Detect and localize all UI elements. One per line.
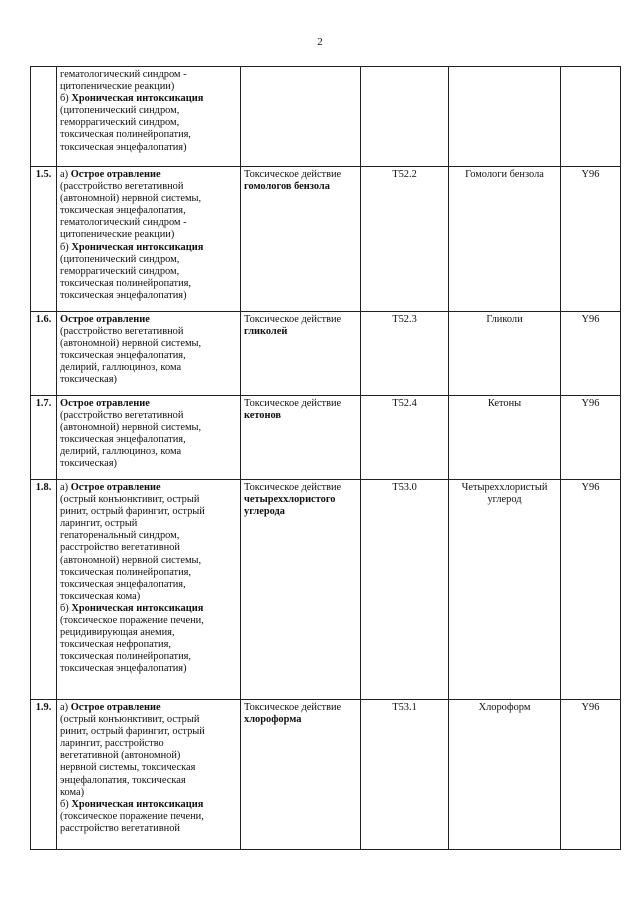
condition-text-line: токсическая полинейропатия, <box>60 651 192 663</box>
icd-code-cell: T53.0 <box>361 480 449 700</box>
condition-heading: Острое отравление <box>70 482 161 493</box>
toxic-action-cell <box>241 480 361 700</box>
condition-text-line: вегетативной (автономной) <box>60 750 181 762</box>
condition-text-line: токсическая нефропатия, <box>60 639 171 651</box>
condition-text-line: (автономной) нервной системы, <box>60 422 202 434</box>
substance-cell: Гомологи бензола <box>449 167 561 312</box>
condition-text-line: делирий, галлюциноз, кома <box>60 362 182 374</box>
toxic-action-cell <box>241 312 361 396</box>
condition-text-line: токсическая энцефалопатия) <box>60 663 187 675</box>
condition-heading-line <box>60 242 237 254</box>
toxic-action-substance: гликолей <box>244 326 288 338</box>
condition-text-line: (токсическое поражение печени, <box>60 615 204 627</box>
condition-text-line: (расстройство вегетативной <box>60 326 184 338</box>
condition-text-line: кома) <box>60 786 85 798</box>
condition-cell <box>57 312 241 396</box>
condition-marker: б) <box>60 602 69 614</box>
condition-text-line: гематологический синдром - <box>60 217 187 229</box>
external-cause-code-cell: Y96 <box>561 700 621 850</box>
condition-heading: Острое отравление <box>70 702 161 713</box>
condition-text-line: (автономной) нервной системы, <box>60 338 202 350</box>
toxic-action-substance: четыреххлористого углерода <box>244 494 336 518</box>
condition-cell <box>57 67 241 167</box>
condition-heading-line <box>60 603 237 615</box>
icd-code-cell: T53.1 <box>361 700 449 850</box>
condition-heading: Острое отравление <box>60 398 150 409</box>
toxic-action-label: Токсическое действие <box>244 314 342 325</box>
substance-cell: Кетоны <box>449 396 561 480</box>
condition-heading-line <box>60 314 237 326</box>
condition-text-line: токсическая) <box>60 374 118 386</box>
condition-cell <box>57 480 241 700</box>
toxic-action-cell <box>241 167 361 312</box>
condition-text-line: расстройство вегетативной <box>60 542 180 554</box>
toxic-action-cell <box>241 67 361 167</box>
substance-cell: Четыреххлористый углерод <box>449 480 561 700</box>
row-number: 1.6. <box>31 312 57 396</box>
occupational-diseases-table <box>30 66 621 850</box>
condition-text-line: токсическая) <box>60 458 118 470</box>
toxic-action-substance: гомологов бензола <box>244 181 330 193</box>
condition-text-line: (острый конъюнктивит, острый <box>60 714 200 726</box>
toxic-action-label: Токсическое действие <box>244 482 342 493</box>
condition-heading: Острое отравление <box>70 169 161 180</box>
row-number: 1.8. <box>31 480 57 700</box>
row-number: 1.7. <box>31 396 57 480</box>
table-row <box>31 67 621 167</box>
condition-text-line: (токсическое поражение печени, <box>60 810 204 822</box>
condition-text-line: расстройство вегетативной <box>60 822 180 834</box>
condition-text-line: нервной системы, токсическая <box>60 762 196 774</box>
toxic-action-substance: хлороформа <box>244 714 302 726</box>
condition-marker: б) <box>60 798 69 810</box>
condition-text-line: ринит, острый фарингит, острый <box>60 506 205 518</box>
condition-heading-line <box>60 398 237 410</box>
condition-text-line: (расстройство вегетативной <box>60 181 184 193</box>
condition-cell <box>57 167 241 312</box>
condition-text-line: энцефалопатия, токсическая <box>60 774 186 786</box>
condition-text-line: токсическая кома) <box>60 590 141 602</box>
condition-text-line: токсическая энцефалопатия, <box>60 205 186 217</box>
condition-heading-line <box>60 482 237 494</box>
external-cause-code-cell <box>561 67 621 167</box>
page-number: 2 <box>317 36 323 48</box>
row-number: 1.9. <box>31 700 57 850</box>
icd-code-cell: T52.2 <box>361 167 449 312</box>
table-row <box>31 396 621 480</box>
condition-text-line: (автономной) нервной системы, <box>60 193 202 205</box>
table-row <box>31 700 621 850</box>
external-cause-code-cell: Y96 <box>561 167 621 312</box>
condition-cell <box>57 396 241 480</box>
condition-text-line: токсическая энцефалопатия, <box>60 350 186 362</box>
condition-marker: б) <box>60 93 69 105</box>
condition-heading: Острое отравление <box>60 314 150 325</box>
condition-marker: а) <box>60 702 69 713</box>
row-number <box>31 67 57 167</box>
condition-text-line: токсическая энцефалопатия, <box>60 578 186 590</box>
condition-text-line: делирий, галлюциноз, кома <box>60 446 182 458</box>
condition-marker: а) <box>60 482 69 493</box>
condition-text-line: токсическая полинейропатия, <box>60 129 192 141</box>
condition-marker: а) <box>60 169 69 180</box>
condition-text-line: токсическая энцефалопатия) <box>60 141 187 153</box>
toxic-action-label: Токсическое действие <box>244 169 342 180</box>
condition-text-line: (расстройство вегетативной <box>60 410 184 422</box>
condition-text-line: токсическая полинейропатия, <box>60 277 192 289</box>
row-number: 1.5. <box>31 167 57 312</box>
icd-code-cell <box>361 67 449 167</box>
condition-text-line: геморрагический синдром, <box>60 265 180 277</box>
toxic-action-cell <box>241 396 361 480</box>
condition-heading-line <box>60 169 237 181</box>
table-row <box>31 480 621 700</box>
icd-code-cell: T52.3 <box>361 312 449 396</box>
condition-text-line: цитопенические реакции) <box>60 81 175 93</box>
external-cause-code-cell: Y96 <box>561 480 621 700</box>
condition-text-line: гепаторенальный синдром, <box>60 530 180 542</box>
condition-text-line: ларингит, острый <box>60 518 138 530</box>
condition-heading-line <box>60 799 237 811</box>
substance-cell: Гликоли <box>449 312 561 396</box>
substance-cell: Хлороформ <box>449 700 561 850</box>
condition-marker: б) <box>60 241 69 253</box>
condition-text-line: (острый конъюнктивит, острый <box>60 494 200 506</box>
condition-text-line: геморрагический синдром, <box>60 117 180 129</box>
condition-heading: Хроническая интоксикация <box>71 241 204 253</box>
condition-heading-line <box>60 93 237 105</box>
condition-heading: Хроническая интоксикация <box>71 602 204 614</box>
condition-heading: Хроническая интоксикация <box>71 93 204 105</box>
toxic-action-substance: кетонов <box>244 410 282 422</box>
external-cause-code-cell: Y96 <box>561 312 621 396</box>
condition-text-line: цитопенические реакции) <box>60 229 175 241</box>
condition-text-line: ринит, острый фарингит, острый <box>60 726 205 738</box>
condition-text-line: токсическая полинейропатия, <box>60 566 192 578</box>
toxic-action-label: Токсическое действие <box>244 398 342 409</box>
table-row <box>31 167 621 312</box>
substance-cell <box>449 67 561 167</box>
external-cause-code-cell: Y96 <box>561 396 621 480</box>
condition-text-line: (автономной) нервной системы, <box>60 554 202 566</box>
condition-cell <box>57 700 241 850</box>
condition-text-line: рецидивирующая анемия, <box>60 627 175 639</box>
toxic-action-cell <box>241 700 361 850</box>
condition-text-line: токсическая энцефалопатия, <box>60 434 186 446</box>
table-row <box>31 312 621 396</box>
condition-heading-line <box>60 702 237 714</box>
condition-text-line: ларингит, расстройство <box>60 738 164 750</box>
condition-text-line: (цитопенический синдром, <box>60 105 180 117</box>
condition-heading: Хроническая интоксикация <box>71 798 204 810</box>
condition-text-line: токсическая энцефалопатия) <box>60 289 187 301</box>
condition-text-line: гематологический синдром - <box>60 69 187 80</box>
condition-text-line: (цитопенический синдром, <box>60 253 180 265</box>
icd-code-cell: T52.4 <box>361 396 449 480</box>
toxic-action-label: Токсическое действие <box>244 702 342 713</box>
